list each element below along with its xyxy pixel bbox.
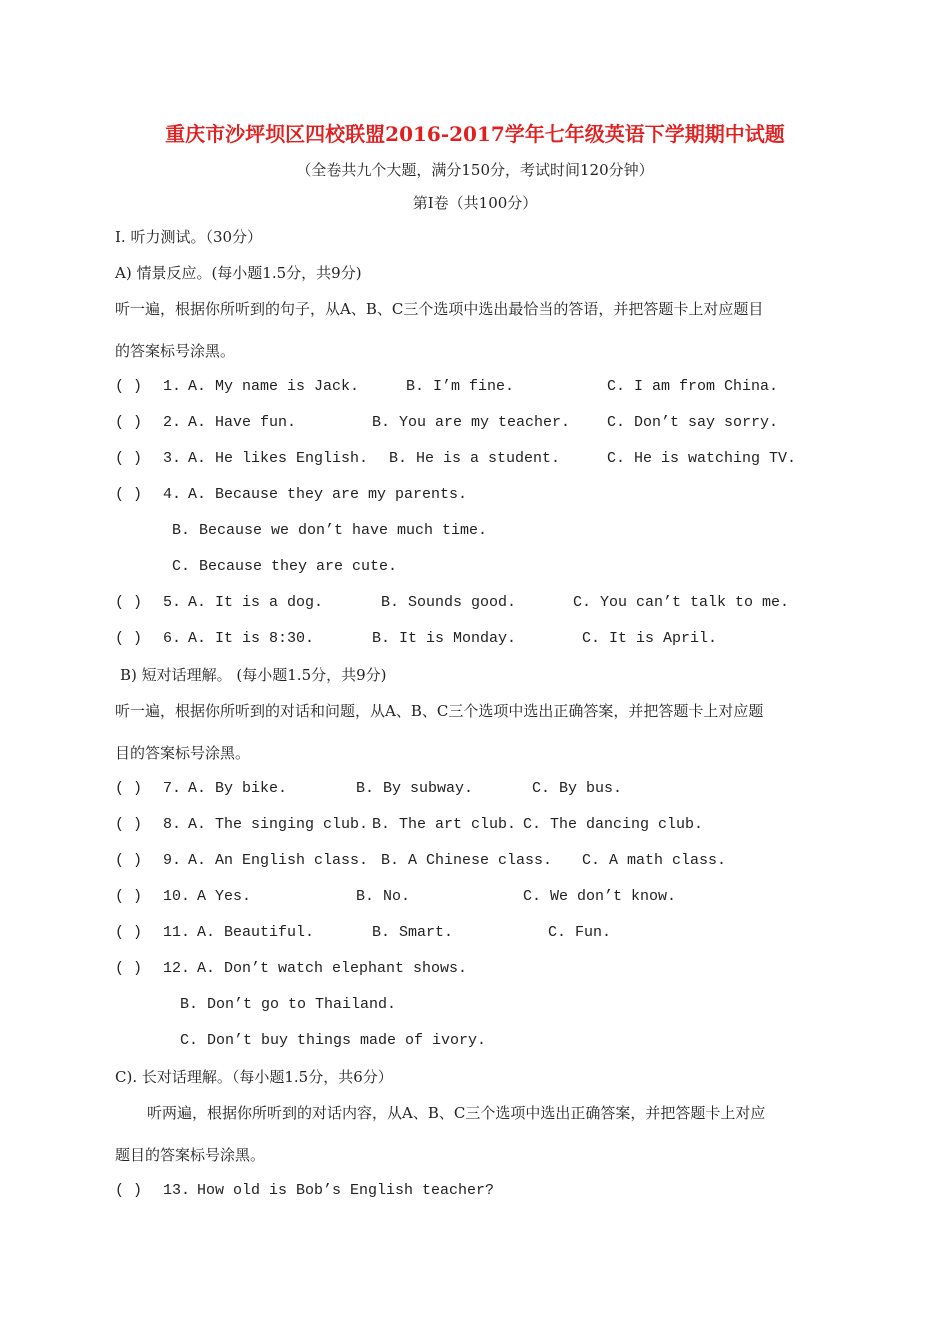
question-number: 13.	[163, 1182, 191, 1199]
option-c: C. You can’t talk to me.	[573, 594, 790, 611]
question-number: 9.	[163, 852, 182, 869]
question-row	[115, 887, 190, 907]
question-number: 11.	[163, 924, 191, 941]
question-row	[115, 413, 181, 433]
section-a-heading: A) 情景反应。(每小题1.5分，共9分)	[115, 264, 362, 282]
option-a: A. It is 8:30.	[188, 630, 315, 647]
section-a-instruction-cont: 的答案标号涂黑。	[115, 342, 236, 360]
question-row	[115, 923, 190, 943]
option-a: A. The singing club.	[188, 816, 369, 833]
option-b: B. Sounds good.	[381, 594, 517, 611]
question-number: 8.	[163, 816, 182, 833]
option-c: C. I am from China.	[607, 378, 779, 395]
question-number: 3.	[163, 450, 182, 467]
option-c: C. He is watching TV.	[607, 450, 797, 467]
question-row	[115, 815, 181, 835]
question-number: 7.	[163, 780, 182, 797]
answer-blank[interactable]: ( )	[115, 450, 143, 467]
answer-blank[interactable]: ( )	[115, 414, 143, 431]
option-a: A. An English class.	[188, 852, 369, 869]
answer-blank[interactable]: ( )	[115, 960, 143, 977]
answer-blank[interactable]: ( )	[115, 486, 143, 503]
question-number: 6.	[163, 630, 182, 647]
option-b: B. Don’t go to Thailand.	[180, 996, 397, 1013]
question-row	[115, 593, 181, 613]
question-number: 10.	[163, 888, 191, 905]
question-row	[115, 779, 181, 799]
option-c: C. We don’t know.	[523, 888, 677, 905]
question-number: 12.	[163, 960, 191, 977]
option-c: C. By bus.	[532, 780, 623, 797]
answer-blank[interactable]: ( )	[115, 1182, 143, 1199]
option-a: A. Have fun.	[188, 414, 297, 431]
option-b: B. Because we don’t have much time.	[172, 522, 488, 539]
option-c: C. A math class.	[582, 852, 727, 869]
question-row	[115, 1181, 190, 1201]
section-c-instruction: 听两遍，根据你所听到的对话内容，从A、B、C三个选项中选出正确答案，并把答题卡上对应	[147, 1104, 766, 1122]
answer-blank[interactable]: ( )	[115, 780, 143, 797]
answer-blank[interactable]: ( )	[115, 924, 143, 941]
question-number: 5.	[163, 594, 182, 611]
section-b-instruction-cont: 目的答案标号涂黑。	[115, 744, 251, 762]
section-b-instruction: 听一遍，根据你所听到的对话和问题，从A、B、C三个选项中选出正确答案，并把答题卡上对应题	[115, 702, 764, 720]
section-listening-heading: I. 听力测试。（30分）	[115, 228, 263, 246]
option-b: B. No.	[356, 888, 411, 905]
section-a-instruction: 听一遍，根据你所听到的句子，从A、B、C三个选项中选出最恰当的答语，并把答题卡上对应题目	[115, 300, 764, 318]
option-b: B. I’m fine.	[406, 378, 515, 395]
question-row	[115, 377, 181, 397]
part-heading: 第I卷（共100分）	[412, 194, 538, 212]
question-row	[115, 449, 181, 469]
option-a: A. Beautiful.	[197, 924, 315, 941]
option-a: A. It is a dog.	[188, 594, 324, 611]
option-a: A. My name is Jack.	[188, 378, 360, 395]
answer-blank[interactable]: ( )	[115, 852, 143, 869]
question-number: 1.	[163, 378, 182, 395]
question-text: How old is Bob’s English teacher?	[197, 1182, 495, 1199]
option-a: A. By bike.	[188, 780, 288, 797]
option-a: A. Don’t watch elephant shows.	[197, 960, 468, 977]
option-c: C. The dancing club.	[523, 816, 704, 833]
option-b: B. Smart.	[372, 924, 454, 941]
option-c: C. Because they are cute.	[172, 558, 398, 575]
question-number: 2.	[163, 414, 182, 431]
option-c: C. Don’t say sorry.	[607, 414, 779, 431]
option-b: B. A Chinese class.	[381, 852, 553, 869]
section-c-heading: C). 长对话理解。（每小题1.5分，共6分）	[115, 1068, 393, 1086]
option-b: B. The art club.	[372, 816, 517, 833]
answer-blank[interactable]: ( )	[115, 594, 143, 611]
section-b-heading: B) 短对话理解。 (每小题1.5分，共9分)	[120, 666, 387, 684]
answer-blank[interactable]: ( )	[115, 816, 143, 833]
question-row	[115, 629, 181, 649]
option-a: A. He likes English.	[188, 450, 369, 467]
answer-blank[interactable]: ( )	[115, 888, 143, 905]
document-title: 重庆市沙坪坝区四校联盟2016-2017学年七年级英语下学期期中试题	[165, 122, 785, 146]
option-b: B. By subway.	[356, 780, 474, 797]
option-b: B. You are my teacher.	[372, 414, 571, 431]
section-c-instruction-cont: 题目的答案标号涂黑。	[115, 1146, 266, 1164]
option-c: C. Fun.	[548, 924, 612, 941]
exam-info: （全卷共九个大题，满分150分，考试时间120分钟）	[296, 161, 654, 179]
option-c: C. Don’t buy things made of ivory.	[180, 1032, 487, 1049]
option-a: A. Because they are my parents.	[188, 486, 468, 503]
option-c: C. It is April.	[582, 630, 718, 647]
answer-blank[interactable]: ( )	[115, 378, 143, 395]
question-number: 4.	[163, 486, 182, 503]
option-b: B. He is a student.	[389, 450, 561, 467]
question-row	[115, 959, 190, 979]
answer-blank[interactable]: ( )	[115, 630, 143, 647]
option-a: A Yes.	[197, 888, 252, 905]
question-row	[115, 485, 181, 505]
option-b: B. It is Monday.	[372, 630, 517, 647]
question-row	[115, 851, 181, 871]
